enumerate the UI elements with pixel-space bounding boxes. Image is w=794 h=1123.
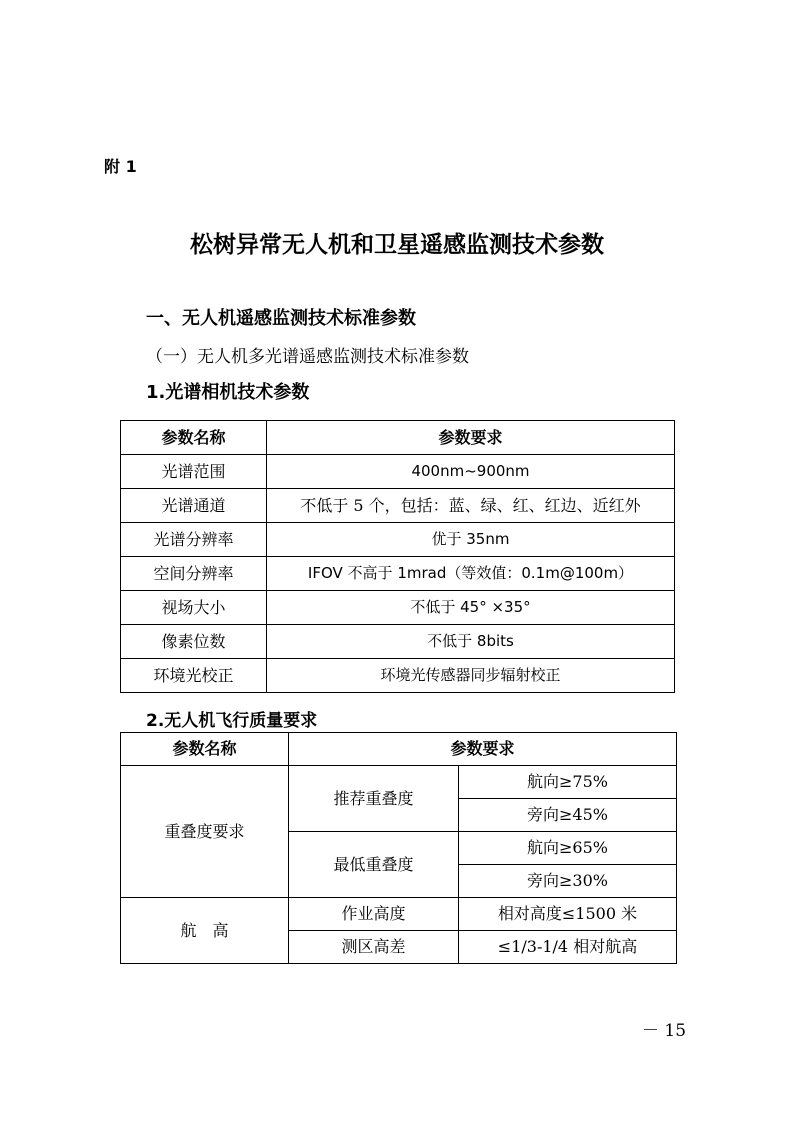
table-row (121, 489, 675, 523)
document-title: 松树异常无人机和卫星遥感监测技术参数 (190, 232, 604, 258)
param-value-cell: IFOV 不高于 1mrad（等效值：0.1m@100m） (267, 557, 675, 591)
param-name-cell: 光谱分辨率 (121, 523, 267, 557)
table-row (121, 523, 675, 557)
header-param-name: 参数名称 (121, 733, 289, 766)
param-name-cell: 光谱通道 (121, 489, 267, 523)
flight-quality-table (120, 732, 677, 964)
terrain-diff-label-cell: 测区高差 (289, 931, 459, 964)
table-header-row (121, 733, 677, 766)
work-height-value-cell: 相对高度≤1500 米 (459, 898, 677, 931)
table-row (121, 898, 677, 931)
param-value-cell: 不低于 8bits (267, 625, 675, 659)
table-row (121, 625, 675, 659)
table-row (121, 766, 677, 799)
param-value-cell: 优于 35nm (267, 523, 675, 557)
table-row (121, 455, 675, 489)
recommended-side-cell: 旁向≥45% (459, 799, 677, 832)
header-param-requirement: 参数要求 (289, 733, 677, 766)
header-param-requirement: 参数要求 (267, 421, 675, 455)
minimum-side-cell: 旁向≥30% (459, 865, 677, 898)
overlap-requirement-cell: 重叠度要求 (121, 766, 289, 898)
param-name-cell: 空间分辨率 (121, 557, 267, 591)
minimum-forward-cell: 航向≥65% (459, 832, 677, 865)
table-row (121, 557, 675, 591)
recommended-forward-cell: 航向≥75% (459, 766, 677, 799)
param-name-cell: 光谱范围 (121, 455, 267, 489)
annex-label: 附 1 (104, 157, 137, 176)
param-value-cell: 环境光传感器同步辐射校正 (267, 659, 675, 693)
param-name-cell: 环境光校正 (121, 659, 267, 693)
header-param-name: 参数名称 (121, 421, 267, 455)
section-heading: 一、无人机遥感监测技术标准参数 (146, 308, 416, 329)
page-number: － 15 (642, 1021, 687, 1041)
work-height-label-cell: 作业高度 (289, 898, 459, 931)
param-name-cell: 像素位数 (121, 625, 267, 659)
param-name-cell: 视场大小 (121, 591, 267, 625)
param-value-cell: 不低于 45° ×35° (267, 591, 675, 625)
param-value-cell: 400nm~900nm (267, 455, 675, 489)
camera-parameters-table (120, 420, 675, 693)
subsection-heading: （一）无人机多光谱遥感监测技术标准参数 (146, 347, 469, 367)
table-header-row (121, 421, 675, 455)
minimum-overlap-cell: 最低重叠度 (289, 832, 459, 898)
table-row (121, 591, 675, 625)
recommended-overlap-cell: 推荐重叠度 (289, 766, 459, 832)
terrain-diff-value-cell: ≤1/3-1/4 相对航高 (459, 931, 677, 964)
table1-heading: 1.光谱相机技术参数 (146, 382, 310, 403)
flight-altitude-cell: 航 高 (121, 898, 289, 964)
table-row (121, 659, 675, 693)
table2-heading: 2.无人机飞行质量要求 (146, 711, 318, 731)
param-value-cell: 不低于 5 个，包括：蓝、绿、红、红边、近红外 (267, 489, 675, 523)
